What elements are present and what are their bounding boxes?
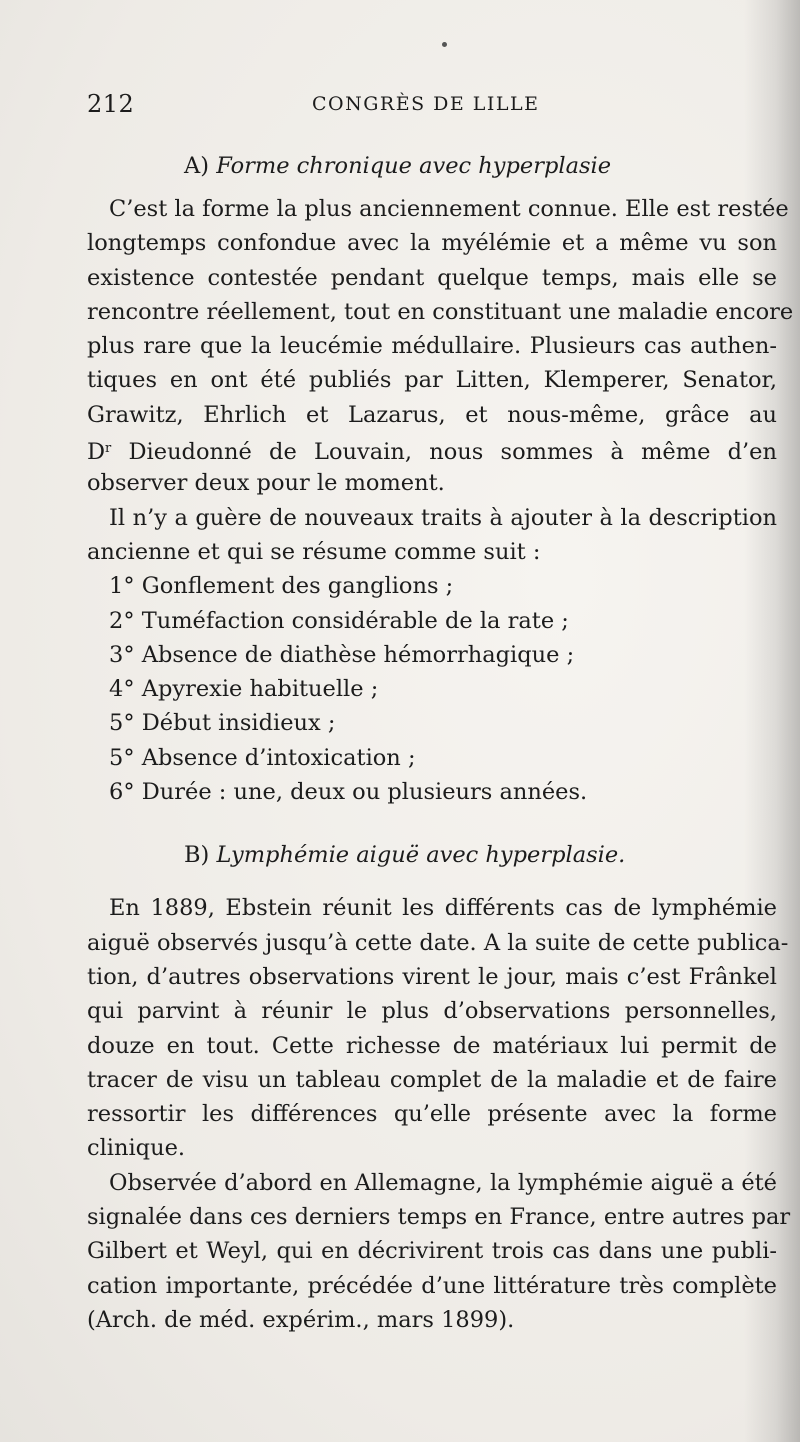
text-line: plus rare que la leucémie médullaire. Plusieurs cas authen- bbox=[87, 333, 777, 360]
text-line: existence contestée pendant quelque temps, mais elle se bbox=[87, 264, 777, 291]
doctor-abbrev: $D^r$ bbox=[87, 439, 112, 466]
section-b-title: Lymphémie aiguë avec hyperplasie. bbox=[216, 842, 626, 869]
text-line: tiques en ont été publiés par Litten, Klemperer, Senator, bbox=[87, 367, 777, 394]
text-line: aiguë observés jusqu’à cette date. A la suite de cette publica- bbox=[87, 929, 789, 956]
list-item: 2° Tuméfaction considérable de la rate ; bbox=[109, 607, 569, 634]
text-line: Observée d’abord en Allemagne, la lymphémie aiguë a été bbox=[109, 1169, 777, 1196]
text-line: tracer de visu un tableau complet de la maladie et de faire bbox=[87, 1066, 777, 1093]
section-b-label: B) bbox=[184, 842, 210, 869]
list-item: 3° Absence de diathèse hémorrhagique ; bbox=[109, 641, 575, 668]
text-line: (Arch. de méd. expérim., mars 1899). bbox=[87, 1306, 515, 1333]
section-a-paragraph-1 bbox=[87, 192, 794, 501]
text-line: observer deux pour le moment. bbox=[87, 470, 445, 497]
page-header bbox=[87, 90, 767, 124]
text-line-with-title: $D^r$ Dieudonné de Louvain, nous sommes à même d’en bbox=[87, 439, 777, 466]
section-a-title: Forme chronique avec hyperplasie bbox=[216, 153, 612, 179]
list-item: 6° Durée : une, deux ou plusieurs années. bbox=[109, 779, 588, 806]
list-item: 1° Gonflement des ganglions ; bbox=[109, 573, 454, 600]
section-b-heading bbox=[184, 837, 777, 873]
section-a-heading bbox=[184, 148, 777, 184]
text-line: C’est la forme la plus anciennement connue. Elle est restée bbox=[109, 196, 789, 222]
text-line: Grawitz, Ehrlich et Lazarus, et nous-même, grâce au bbox=[87, 401, 777, 428]
text-line: qui parvint à réunir le plus d’observations personnelles, bbox=[87, 998, 777, 1025]
section-b-paragraph-1 bbox=[87, 891, 789, 1165]
text-line: Il n’y a guère de nouveaux traits à ajouter à la description bbox=[109, 504, 777, 531]
text-line: tion, d’autres observations virent le jour, mais c’est Frânkel bbox=[87, 963, 777, 990]
text-line: ressortir les différences qu’elle présente avec la forme bbox=[87, 1101, 777, 1128]
text-line: rencontre réellement, tout en constituant une maladie encore bbox=[87, 298, 794, 325]
symptom-list bbox=[87, 569, 777, 809]
text-line: douze en tout. Cette richesse de matériaux lui permit de bbox=[87, 1032, 777, 1059]
text-line: signalée dans ces derniers temps en France, entre autres par bbox=[87, 1204, 791, 1231]
text-line: Gilbert et Weyl, qui en décrivirent trois cas dans une publi- bbox=[87, 1238, 777, 1265]
section-b-paragraph-2 bbox=[87, 1166, 791, 1337]
list-item: 5° Début insidieux ; bbox=[109, 710, 336, 737]
section-a-paragraph-2 bbox=[87, 501, 777, 570]
running-head: CONGRÈS DE LILLE bbox=[312, 93, 540, 115]
body-text bbox=[87, 148, 794, 1337]
list-item: 4° Apyrexie habituelle ; bbox=[109, 676, 379, 703]
text-line: En 1889, Ebstein réunit les différents cas de lymphémie bbox=[109, 895, 777, 922]
print-speck bbox=[442, 42, 447, 47]
section-a-label: A) bbox=[184, 153, 210, 179]
text-line: cation importante, précédée d’une littérature très complète bbox=[87, 1272, 777, 1299]
text-line: clinique. bbox=[87, 1135, 186, 1162]
text-line: ancienne et qui se résume comme suit : bbox=[87, 538, 541, 565]
text-line: longtemps confondue avec la myélémie et a même vu son bbox=[87, 230, 777, 257]
page-number: 212 bbox=[87, 90, 135, 118]
list-item: 5° Absence d’intoxication ; bbox=[109, 744, 416, 771]
